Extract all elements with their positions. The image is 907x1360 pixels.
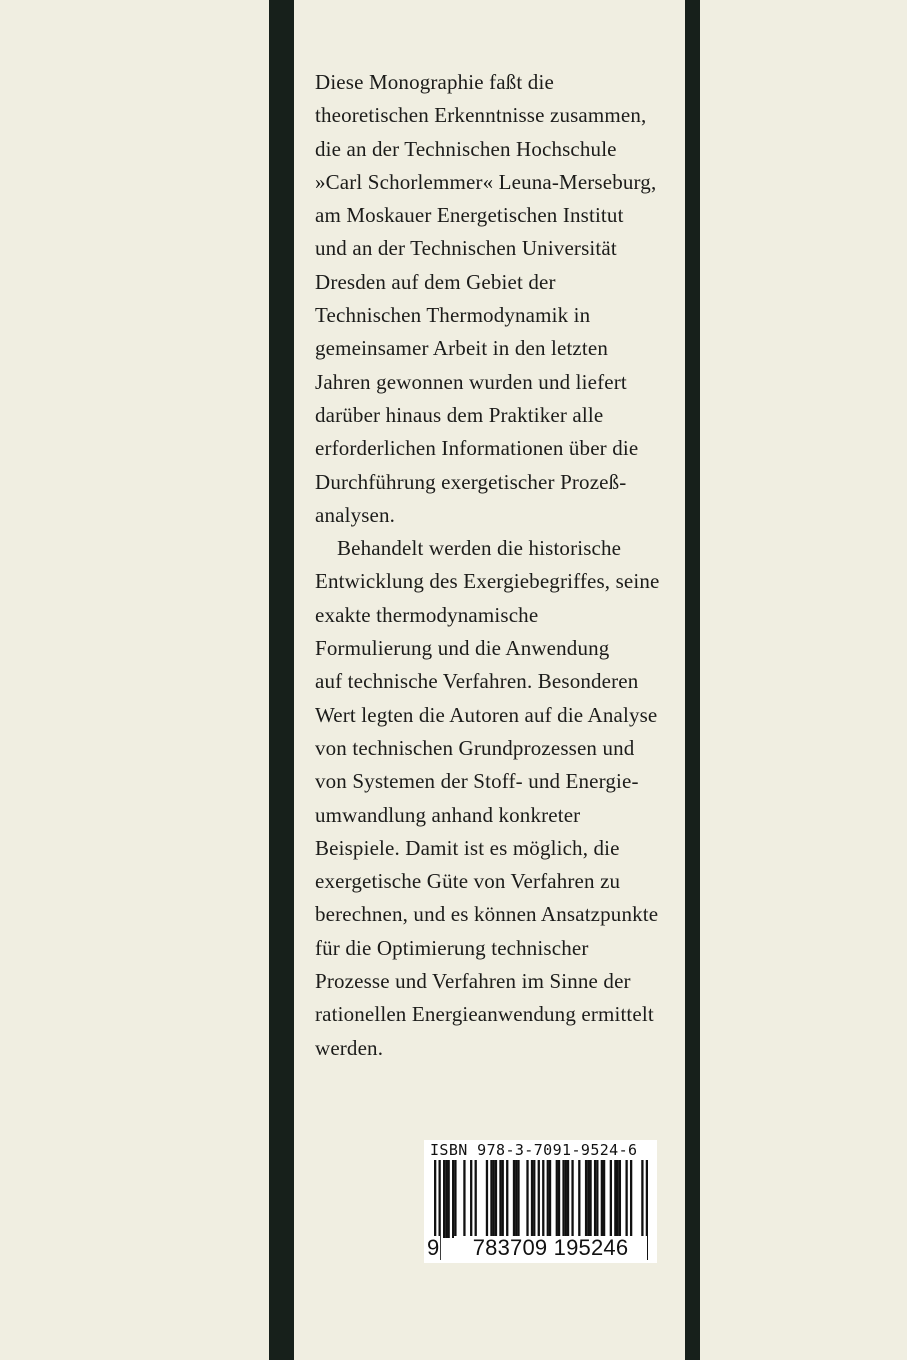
blurb-line: Prozesse und Verfahren im Sinne der [315, 969, 631, 994]
barcode-bar [549, 1160, 551, 1238]
barcode-bar [448, 1160, 450, 1238]
blurb-line: am Moskauer Energetischen Institut [315, 203, 624, 228]
back-cover-blurb [315, 66, 675, 1065]
ean-leading-digit: 9 [427, 1235, 440, 1260]
barcode-bar [547, 1160, 549, 1238]
barcode-bar [565, 1160, 567, 1238]
barcode-bar [589, 1160, 591, 1238]
blurb-line: exergetische Güte von Verfahren zu [315, 869, 621, 894]
blurb-line: von Systemen der Stoff- und Energie- [315, 769, 639, 794]
barcode-bar [567, 1160, 569, 1238]
blurb-line: Entwicklung des Exergiebegriffes, seine [315, 569, 660, 594]
blurb-line: auf technische Verfahren. Besonderen [315, 669, 639, 694]
blurb-line: die an der Technischen Hochschule [315, 136, 617, 161]
isbn-barcode [424, 1140, 657, 1263]
blurb-line: gemeinsamer Arbeit in den letzten [315, 336, 609, 361]
barcode-bar [506, 1160, 508, 1238]
blurb-line: analysen. [315, 502, 396, 527]
blurb-line: Wert legten die Autoren auf die Analyse [315, 702, 658, 727]
barcode-bar [533, 1160, 535, 1238]
blurb-paragraph-1 [315, 66, 675, 532]
barcode-bar [562, 1160, 564, 1238]
barcode-bar [454, 1160, 456, 1238]
blurb-line: von technischen Grundprozessen und [315, 735, 635, 760]
blurb-line: berechnen, und es können Ansatzpunkte [315, 902, 659, 927]
barcode-bar [513, 1160, 515, 1238]
barcode-bar [587, 1160, 589, 1238]
blurb-line: Technischen Thermodynamik in [315, 303, 591, 328]
barcode-bar [610, 1160, 612, 1238]
blurb-line: theoretischen Erkenntnisse zusammen, [315, 103, 647, 128]
barcode-bar [502, 1160, 504, 1238]
barcode-bar [493, 1160, 495, 1238]
barcode-bar [463, 1160, 465, 1238]
barcode-bar [614, 1160, 616, 1238]
barcode-bar [445, 1160, 447, 1238]
blurb-line: für die Optimierung technischer [315, 935, 589, 960]
barcode-bar [596, 1160, 598, 1238]
barcode-bar [556, 1160, 558, 1238]
barcode-bar [475, 1160, 477, 1238]
blurb-line: rationellen Energieanwendung ermittelt [315, 1002, 654, 1027]
barcode-bar [515, 1160, 517, 1238]
blurb-line: werden. [315, 1035, 384, 1060]
barcode-bar [443, 1160, 445, 1238]
barcode-bar [452, 1160, 454, 1238]
right-spine-stripe [685, 0, 700, 1360]
barcode-bar [625, 1160, 627, 1238]
left-spine-stripe [269, 0, 294, 1360]
blurb-line: umwandlung anhand konkreter [315, 802, 581, 827]
barcode-bar [531, 1160, 533, 1238]
blurb-line: Formulierung und die Anwendung [315, 636, 610, 661]
barcode-bar [585, 1160, 587, 1238]
ean-digits: 783709 195246 [454, 1236, 647, 1260]
barcode-bar [558, 1160, 560, 1238]
blurb-line: darüber hinaus dem Praktiker alle [315, 402, 604, 427]
barcode-bar [603, 1160, 605, 1238]
barcode-bar [490, 1160, 492, 1238]
barcode-bar [470, 1160, 472, 1238]
blurb-line: »Carl Schorlemmer« Leuna-Merseburg, [315, 169, 657, 194]
blurb-line: Dresden auf dem Gebiet der [315, 269, 556, 294]
barcode-bar [571, 1160, 573, 1238]
blurb-paragraph-2 [315, 532, 675, 1065]
barcode-bar [486, 1160, 488, 1238]
barcode-bar [578, 1160, 580, 1238]
blurb-line: Beispiele. Damit ist es möglich, die [315, 835, 620, 860]
barcode-bar [495, 1160, 497, 1238]
isbn-label: ISBN 978-3-7091-9524-6 [430, 1141, 638, 1159]
barcode-bar [594, 1160, 596, 1238]
barcode-bar [630, 1160, 632, 1238]
blurb-line: exakte thermodynamische [315, 602, 539, 627]
blurb-line: und an der Technischen Universität [315, 236, 617, 261]
barcode-bar [616, 1160, 618, 1238]
barcode-bar [499, 1160, 501, 1238]
blurb-line: erforderlichen Informationen über die [315, 436, 639, 461]
barcode-bar [517, 1160, 519, 1238]
blurb-line: Durchführung exergetischer Prozeß- [315, 469, 627, 494]
barcode-bar [526, 1160, 528, 1238]
barcode-bar [619, 1160, 621, 1238]
barcode-bar [601, 1160, 603, 1238]
blurb-line: Diese Monographie faßt die [315, 70, 554, 94]
blurb-line: Jahren gewonnen wurden und liefert [315, 369, 627, 394]
blurb-line: Behandelt werden die historische [337, 536, 622, 561]
